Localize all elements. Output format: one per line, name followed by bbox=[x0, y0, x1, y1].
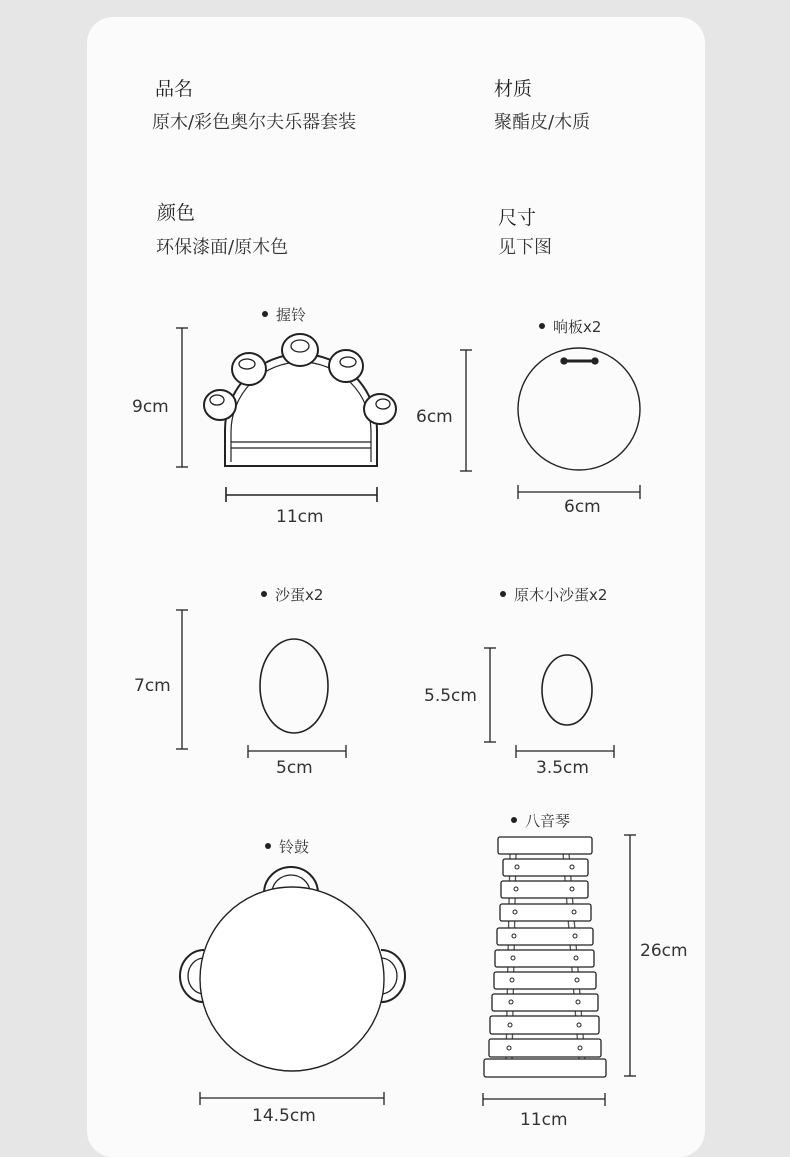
color-value: 环保漆面/原木色 bbox=[156, 237, 289, 258]
wood-egg-height: 5.5cm bbox=[424, 686, 477, 706]
xylophone-drawing bbox=[484, 837, 606, 1077]
tambourine-label: 铃鼓 bbox=[265, 836, 309, 857]
size-label: 尺寸 bbox=[498, 207, 537, 229]
tambourine-width: 14.5cm bbox=[252, 1106, 316, 1126]
name-value: 原木/彩色奥尔夫乐器套装 bbox=[152, 112, 357, 133]
name-label: 品名 bbox=[155, 78, 194, 100]
xylophone-label: 八音琴 bbox=[511, 810, 570, 831]
wood-egg-width: 3.5cm bbox=[536, 758, 589, 778]
size-value: 见下图 bbox=[498, 237, 552, 258]
clapper-height: 6cm bbox=[416, 407, 453, 427]
material-label: 材质 bbox=[494, 78, 533, 100]
bells-height: 9cm bbox=[132, 397, 169, 417]
egg-shaker-drawing bbox=[260, 639, 328, 733]
clapper-drawing bbox=[518, 348, 640, 470]
bells-label: 握铃 bbox=[262, 304, 306, 325]
clapper-width: 6cm bbox=[564, 497, 601, 517]
wood-egg-shaker-drawing bbox=[542, 655, 592, 725]
color-label: 颜色 bbox=[157, 202, 196, 224]
xylophone-height: 26cm bbox=[640, 941, 688, 961]
clapper-label: 响板x2 bbox=[539, 316, 601, 337]
xylophone-width: 11cm bbox=[520, 1110, 568, 1130]
tambourine-drawing bbox=[180, 867, 405, 1071]
hand-bell-drawing bbox=[204, 334, 396, 466]
egg-width: 5cm bbox=[276, 758, 313, 778]
egg-height: 7cm bbox=[134, 676, 171, 696]
wood-egg-label: 原木小沙蛋x2 bbox=[500, 584, 607, 605]
material-value: 聚酯皮/木质 bbox=[494, 112, 591, 133]
egg-label: 沙蛋x2 bbox=[261, 584, 323, 605]
bells-width: 11cm bbox=[276, 507, 324, 527]
